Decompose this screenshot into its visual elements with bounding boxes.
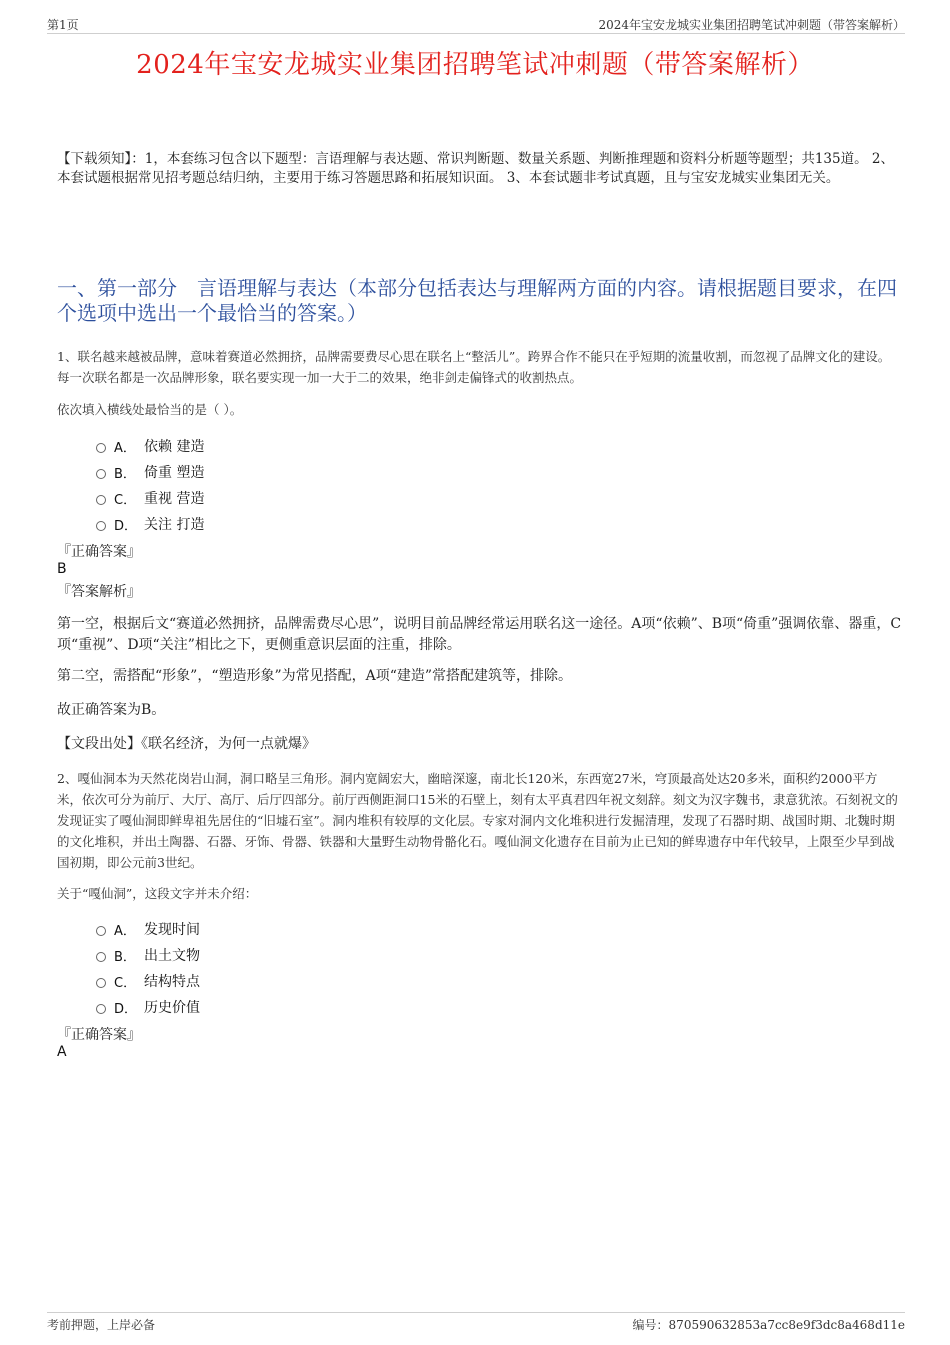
analysis-paragraph-2: 第二空，需搭配“形象”，“塑造形象”为常见搭配，A项“建造”常搭配建筑等，排除。 [57, 668, 573, 684]
analysis-conclusion: 故正确答案为B。 [57, 702, 166, 718]
correct-answer: A [57, 1044, 67, 1060]
question-2-prompt: 关于“嘎仙洞”，这段文字并未介绍： [57, 886, 258, 901]
option-text: 重视 营造 [144, 491, 205, 507]
option-text: 出土文物 [144, 948, 200, 964]
correct-answer-label: 『正确答案』 [57, 544, 141, 560]
radio-button[interactable] [96, 469, 106, 479]
option-c[interactable] [96, 485, 496, 511]
page-title: 2024年宝安龙城实业集团招聘笔试冲刺题（带答案解析） [136, 50, 814, 80]
question-1-options [96, 433, 496, 537]
header-doc-name: 2024年宝安龙城实业集团招聘笔试冲刺题（带答案解析） [598, 18, 905, 32]
radio-button[interactable] [96, 443, 106, 453]
question-1-prompt: 依次填入横线处最恰当的是（ ）。 [57, 402, 243, 417]
option-letter: D． [114, 518, 138, 534]
option-d[interactable] [96, 511, 496, 537]
page-header [47, 14, 905, 34]
radio-button[interactable] [96, 952, 106, 962]
analysis-label: 『答案解析』 [57, 584, 141, 600]
correct-answer-label: 『正确答案』 [57, 1027, 141, 1043]
document-serial: 编号：870590632853a7cc8e9f3dc8a468d11e [632, 1318, 905, 1332]
radio-button[interactable] [96, 521, 106, 531]
option-letter: C． [114, 492, 137, 508]
radio-button[interactable] [96, 1004, 106, 1014]
analysis-paragraph-1: 第一空，根据后文“赛道必然拥挤，品牌需费尽心思”，说明目前品牌经常运用联名这一途径。A项“依赖”、B项“倚重”强调依靠、器重，C项“重视”、D项“关注”相比之下，更侧重意识层面的注重，排除。 [57, 616, 902, 653]
page-number: 第1页 [47, 18, 79, 32]
page-footer [47, 1312, 905, 1334]
download-notice: 【下载须知】：1，本套练习包含以下题型：言语理解与表达题、常识判断题、数量关系题、判断推理题和资料分析题等题型；共135道。 2、本套试题根据常见招考题总结归纳，主要用于练习答题思路和拓展知识面。 3、本套试题非考试真题，且与宝安龙城实业集团无关。 [57, 151, 894, 186]
option-c[interactable] [96, 968, 496, 994]
option-letter: C． [114, 975, 137, 991]
section-title: 一、第一部分 言语理解与表达（本部分包括表达与理解两方面的内容。请根据题目要求，在四个选项中选出一个最恰当的答案。） [57, 276, 897, 325]
option-a[interactable] [96, 433, 496, 459]
option-letter: B． [114, 949, 136, 965]
question-2-text: 2、嘎仙洞本为天然花岗岩山洞，洞口略呈三角形。洞内宽阔宏大，幽暗深邃，南北长120米，东西宽27米，穹顶最高处达20多米，面积约2000平方米，依次可分为前厅、大厅、高厅、后厅四部分。前厅西侧距洞口15米的石壁上，刻有太平真君四年祝文刻辞。刻文为汉字魏书，隶意犹浓。石刻祝文的发现证实了嘎仙洞即鲜卑祖先居住的“旧墟石室”。洞内堆积有较厚的文化层。专家对洞内文化堆积进行发掘清理，发现了石器时期、战国时期、北魏时期的文化堆积，并出土陶器、石器、牙饰、骨器、铁器和大量野生动物骨骼化石。嘎仙洞文化遗存在目前为止已知的鲜卑遗存中年代较早，上限至少早到战国初期，即公元前3世纪。 [57, 771, 898, 870]
question-1-text: 1、联名越来越被品牌，意味着赛道必然拥挤，品牌需要费尽心思在联名上“整活儿”。跨界合作不能只在乎短期的流量收割，而忽视了品牌文化的建设。每一次联名都是一次品牌形象，联名要实现一加一大于二的效果，绝非剑走偏锋式的收割热点。 [57, 349, 891, 385]
option-text: 发现时间 [144, 922, 200, 938]
option-b[interactable] [96, 459, 496, 485]
option-a[interactable] [96, 916, 496, 942]
option-text: 结构特点 [144, 974, 200, 990]
option-d[interactable] [96, 994, 496, 1020]
option-b[interactable] [96, 942, 496, 968]
option-letter: A． [114, 440, 136, 456]
option-letter: D． [114, 1001, 138, 1017]
option-text: 依赖 建造 [144, 439, 205, 455]
option-letter: B． [114, 466, 136, 482]
option-text: 倚重 塑造 [144, 465, 205, 481]
passage-source: 【文段出处】《联名经济，为何一点就爆》 [57, 736, 316, 752]
radio-button[interactable] [96, 926, 106, 936]
radio-button[interactable] [96, 495, 106, 505]
option-text: 关注 打造 [144, 517, 205, 533]
footer-note: 考前押题，上岸必备 [47, 1318, 156, 1332]
option-text: 历史价值 [144, 1000, 200, 1016]
correct-answer: B [57, 561, 67, 577]
question-2-options [96, 916, 496, 1020]
radio-button[interactable] [96, 978, 106, 988]
option-letter: A． [114, 923, 136, 939]
